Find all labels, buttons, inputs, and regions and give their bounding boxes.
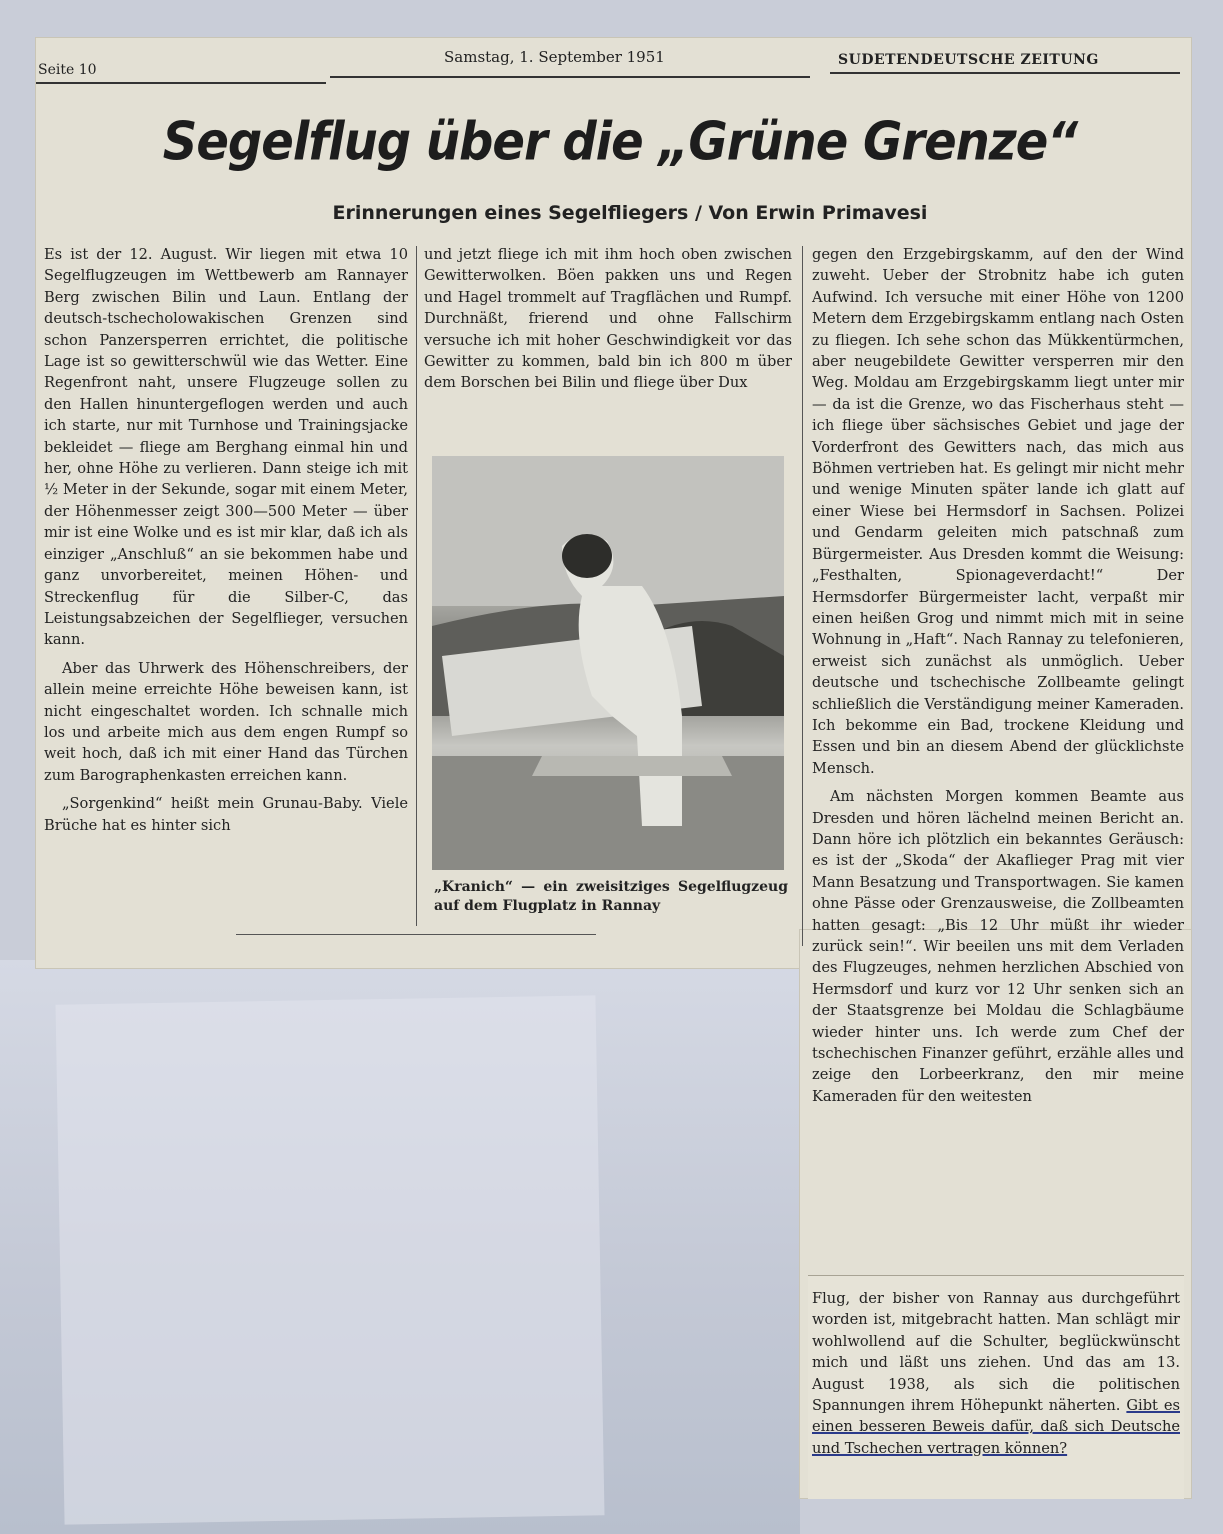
issue-date: Samstag, 1. September 1951: [444, 48, 665, 66]
article-column-3: [812, 244, 1184, 1114]
photo-caption: „Kranich“ — ein zweisitziges Segelflugzeug auf dem Flugplatz in Rannay: [434, 879, 788, 914]
page-number: Seite 10: [38, 62, 97, 78]
underlined-conclusion: Gibt es einen besseren Beweis dafür, daß sich Deutsche und Tschechen vertragen können?: [812, 1397, 1180, 1457]
background-sheet: [56, 995, 605, 1524]
newspaper-name: SUDETENDEUTSCHE ZEITUNG: [838, 52, 1099, 68]
header-rule-middle: [330, 76, 810, 78]
paragraph-text: Flug, der bisher von Rannay aus durchgeführt worden ist, mitgebracht hatten. Man schlägt mir wohlwollend auf die Schulter, beglückwünscht mich und läßt uns ziehen. Und das am 13. August 1938, als sich die politischen Spannungen ihrem Höhepunkt näherten.: [812, 1290, 1180, 1415]
article-column-1: [44, 244, 408, 843]
article-column-2: [424, 244, 792, 401]
paragraph: Aber das Uhrwerk des Höhenschreibers, der allein meine erreichte Höhe beweisen kann, ist nicht eingeschaltet worden. Ich schnalle mich los und arbeite mich aus dem engen Rumpf so weit hoch, daß ich mit einer Hand das Türchen zum Barographenkasten erreichen kann.: [44, 659, 408, 784]
article-column-3-continuation: [812, 1288, 1180, 1466]
paragraph: „Sorgenkind“ heißt mein Grunau-Baby. Viele Brüche hat es hinter sich: [44, 795, 408, 834]
paragraph: gegen den Erzgebirgskamm, auf den der Wind zuweht. Ueber der Strobnitz habe ich guten Aufwind. Ich versuche mit einer Höhe von 1200 Metern dem Erzgebirgskamm entlang nach Osten zu fliegen. Ich sehe schon das Mükkentürmchen, aber neugebildete Gewitter versperren mir den Weg. Moldau am Erzgebirgskamm liegt unter mir — da ist die Grenze, wo das Fischerhaus steht — ich fliege über sächsisches Gebiet und jage der Vorderfront des Gewitters nach, das mich aus Böhmen vertrieben hat. Es gelingt mir nicht mehr und wenige Minuten später lande ich glatt auf einer Wiese bei Hermsdorf in Sachsen. Polizei und Gendarm geleiten mich patschnaß zum Bürgermeister. Aus Dresden kommt die Weisung: „Festhalten, Spionageverdacht!“ Der Hermsdorfer Bürgermeister lacht, verpaßt mir einen heißen Grog und nimmt mich mit in seine Wohnung in „Haft“. Nach Rannay zu telefonieren, erweist sich zunächst als unmöglich. Ueber deutsche und tschechische Zollbeamte gelingt schließlich die Verständigung meiner Kameraden. Ich bekomme ein Bad, trockene Kleidung und Essen und bin an diesem Abend der glücklichste Mensch.: [812, 246, 1184, 777]
column-end-rule: [236, 934, 596, 935]
paragraph: [812, 1288, 1180, 1459]
header-rule-right: [830, 72, 1180, 74]
paragraph: Am nächsten Morgen kommen Beamte aus Dresden und hören lächelnd meinen Bericht an. Dann höre ich plötzlich ein bekanntes Geräusch: es ist der „Skoda“ der Akaflieger Prag mit vier Mann Besatzung und Transportwagen. Sie kamen ohne Pässe oder Grenzausweise, die Zollbeamten hatten gesagt: „Bis 12 Uhr müßt ihr wieder zurück sein!“. Wir beeilen uns mit dem Verladen des Flugzeuges, nehmen herzlichen Abschied von Hermsdorf und kurz vor 12 Uhr senken sich an der Staatsgrenze bei Moldau die Schlagbäume wieder hinter uns. Ich werde zum Chef der tschechischen Finanzer geführt, erzähle alles und zeige den Lorbeerkranz, den mir meine Kameraden für den weitesten: [812, 788, 1184, 1105]
paragraph: und jetzt fliege ich mit ihm hoch oben zwischen Gewitterwolken. Böen pakken uns und Regen und Hagel trommelt auf Tragflächen und Rumpf. Durchnäßt, frierend und ohne Fallschirm versuche ich mit hoher Geschwindigkeit vor das Gewitter zu kommen, bald bin ich 800 m über dem Borschen bei Bilin und fliege über Dux: [424, 246, 792, 392]
paragraph: Es ist der 12. August. Wir liegen mit etwa 10 Segelflugzeugen im Wettbewerb am Rannayer Berg zwischen Bilin und Laun. Entlang der deutsch-tschecholowakischen Grenzen sind schon Panzersperren errichtet, die politische Lage ist so gewitterschwül wie das Wetter. Eine Regenfront naht, unsere Flugzeuge sollen zu den Hallen hinuntergeflogen werden und auch ich starte, nur mit Turnhose und Trainingsjacke bekleidet — fliege am Berghang einmal hin und her, ohne Höhe zu verlieren. Dann steige ich mit ½ Meter in der Sekunde, sogar mit einem Meter, der Höhenmesser zeigt 300—500 Meter — über mir ist eine Wolke und es ist mir klar, daß ich als einziger „Anschluß“ an sie bekommen habe und ganz unvorbereitet, meinen Höhen- und Streckenflug für die Silber-C, das Leistungsabzeichen der Segelflieger, versuchen kann.: [44, 246, 408, 649]
article-subhead: Erinnerungen eines Segelfliegers / Von Erwin Primavesi: [332, 202, 928, 224]
column-divider: [802, 246, 803, 946]
column-divider: [416, 246, 417, 926]
article-headline: Segelflug über die „Grüne Grenze“: [162, 111, 1078, 173]
header-rule-left: [36, 82, 326, 84]
glider-photo: [432, 456, 784, 870]
